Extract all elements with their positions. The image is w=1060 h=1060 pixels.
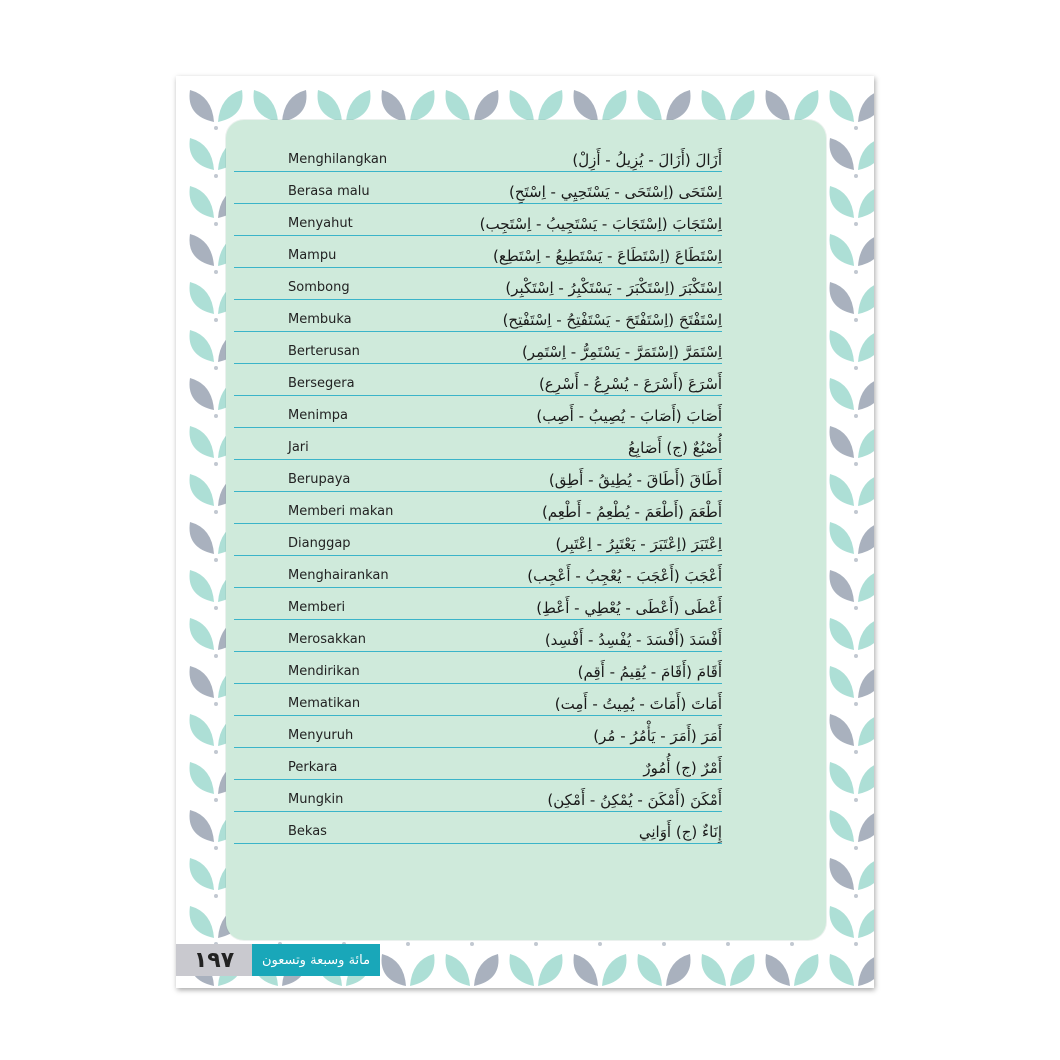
- dot-shape: [406, 942, 410, 946]
- dot-shape: [214, 798, 218, 802]
- page-number-words: مائة وسبعة وتسعون: [252, 944, 380, 976]
- arabic-word: أَمْرٌ (ج) أُمُورٌ: [643, 759, 722, 777]
- dot-shape: [534, 942, 538, 946]
- malay-meaning: Perkara: [288, 760, 338, 775]
- malay-meaning: Membuka: [288, 312, 352, 327]
- malay-meaning: Mungkin: [288, 792, 344, 807]
- leaf-shape: [190, 138, 215, 170]
- leaf-shape: [830, 474, 855, 506]
- leaf-shape: [830, 282, 855, 314]
- dot-shape: [214, 750, 218, 754]
- leaf-shape: [830, 954, 855, 986]
- leaf-shape: [830, 522, 855, 554]
- dot-shape: [598, 942, 602, 946]
- arabic-word: أَمَرَ (أَمَرَ - يَأْمُرُ - مُر): [593, 727, 722, 745]
- arabic-word: أَعْجَبَ (أَعْجَبَ - يُعْجِبُ - أَعْجِب): [527, 567, 722, 585]
- vocab-row: [234, 300, 722, 332]
- arabic-word: أَعْطَى (أَعْطَى - يُعْطِي - أَعْطِ): [536, 599, 722, 617]
- vocab-row: [234, 684, 722, 716]
- leaf-shape: [190, 618, 215, 650]
- malay-meaning: Memberi: [288, 600, 346, 615]
- vocab-row: [234, 460, 722, 492]
- arabic-word: أَقَامَ (أَقَامَ - يُقِيمُ - أَقِم): [577, 663, 722, 681]
- dot-shape: [854, 318, 858, 322]
- dot-shape: [854, 270, 858, 274]
- page-number: ١٩٧: [176, 944, 252, 976]
- arabic-word: أَزَالَ (أَزَالَ - يُزِيلُ - أَزِلْ): [572, 151, 722, 169]
- leaf-shape: [858, 666, 874, 698]
- malay-meaning: Mendirikan: [288, 664, 360, 679]
- leaf-shape: [858, 282, 874, 314]
- arabic-word: اِسْتَحَى (اِسْتَحَى - يَسْتَحِيِي - اِسْتَحِ): [508, 183, 722, 201]
- malay-meaning: Berupaya: [288, 472, 351, 487]
- arabic-word: اِسْتَمَرَّ (اِسْتَمَرَّ - يَسْتَمِرُّ - اِسْتَمِر): [521, 343, 722, 361]
- leaf-shape: [858, 762, 874, 794]
- vocab-row: [234, 364, 722, 396]
- leaf-shape: [830, 666, 855, 698]
- leaf-shape: [794, 90, 819, 122]
- malay-meaning: Berasa malu: [288, 184, 370, 199]
- malay-meaning: Sombong: [288, 280, 350, 295]
- malay-meaning: Menghairankan: [288, 568, 389, 583]
- vocabulary-list: [234, 140, 722, 844]
- vocab-row: [234, 524, 722, 556]
- leaf-shape: [830, 234, 855, 266]
- dot-shape: [854, 798, 858, 802]
- leaf-shape: [858, 570, 874, 602]
- dot-shape: [854, 462, 858, 466]
- dot-shape: [854, 654, 858, 658]
- leaf-shape: [858, 858, 874, 890]
- malay-meaning: Mematikan: [288, 696, 361, 711]
- malay-meaning: Bersegera: [288, 376, 355, 391]
- vocab-row: [234, 268, 722, 300]
- vocab-row: [234, 428, 722, 460]
- arabic-word: اِسْتَكْبَرَ (اِسْتَكْبَرَ - يَسْتَكْبِرُ - اِسْتَكْبِر): [505, 279, 722, 297]
- leaf-shape: [190, 810, 215, 842]
- leaf-shape: [574, 90, 599, 122]
- leaf-shape: [190, 522, 215, 554]
- leaf-shape: [190, 762, 215, 794]
- dot-shape: [854, 894, 858, 898]
- malay-meaning: Menyahut: [288, 216, 353, 231]
- dot-shape: [214, 318, 218, 322]
- leaf-shape: [190, 378, 215, 410]
- vocab-row: [234, 332, 722, 364]
- leaf-shape: [382, 90, 407, 122]
- arabic-word: أَطْعَمَ (أَطْعَمَ - يُطْعِمُ - أَطْعِم): [541, 503, 722, 521]
- leaf-shape: [730, 90, 755, 122]
- leaf-shape: [830, 138, 855, 170]
- dot-shape: [214, 174, 218, 178]
- arabic-word: اِسْتَطَاعَ (اِسْتَطَاعَ - يَسْتَطِيعُ - اِسْتَطِع): [493, 247, 722, 265]
- dot-shape: [214, 606, 218, 610]
- leaf-shape: [830, 426, 855, 458]
- leaf-shape: [190, 330, 215, 362]
- dot-shape: [854, 174, 858, 178]
- leaf-shape: [282, 90, 307, 122]
- leaf-shape: [858, 906, 874, 938]
- leaf-shape: [602, 90, 627, 122]
- leaf-shape: [766, 90, 791, 122]
- leaf-shape: [830, 378, 855, 410]
- leaf-shape: [666, 90, 691, 122]
- leaf-shape: [318, 90, 343, 122]
- leaf-shape: [830, 762, 855, 794]
- arabic-word: أَمْكَنَ (أَمْكَنَ - يُمْكِنُ - أَمْكِن): [547, 791, 722, 809]
- vocab-row: [234, 396, 722, 428]
- dot-shape: [214, 558, 218, 562]
- arabic-word: إِنَاءٌ (ج) أَوَانِي: [638, 823, 722, 841]
- arabic-word: اِعْتَبَرَ (اِعْتَبَرَ - يَعْتَبِرُ - اِعْتَبِر): [555, 535, 722, 553]
- dot-shape: [214, 222, 218, 226]
- arabic-word: أَسْرَعَ (أَسْرَعَ - يُسْرِعُ - أَسْرِع): [538, 375, 722, 393]
- dot-shape: [790, 942, 794, 946]
- malay-meaning: Bekas: [288, 824, 327, 839]
- arabic-word: أَطَاقَ (أَطَاقَ - يُطِيقُ - أَطِق): [548, 471, 722, 489]
- dot-shape: [214, 510, 218, 514]
- vocab-row: [234, 716, 722, 748]
- leaf-shape: [638, 954, 663, 986]
- dot-shape: [854, 606, 858, 610]
- leaf-shape: [702, 954, 727, 986]
- leaf-shape: [730, 954, 755, 986]
- arabic-word: أَفْسَدَ (أَفْسَدَ - يُفْسِدُ - أَفْسِد): [544, 631, 722, 649]
- leaf-shape: [410, 954, 435, 986]
- leaf-shape: [858, 810, 874, 842]
- dot-shape: [854, 702, 858, 706]
- leaf-shape: [446, 954, 471, 986]
- vocab-row: [234, 780, 722, 812]
- dot-shape: [854, 366, 858, 370]
- dot-shape: [854, 558, 858, 562]
- book-page: [176, 76, 874, 988]
- leaf-shape: [510, 954, 535, 986]
- leaf-shape: [858, 522, 874, 554]
- dot-shape: [214, 702, 218, 706]
- dot-shape: [854, 510, 858, 514]
- leaf-shape: [474, 954, 499, 986]
- leaf-shape: [830, 570, 855, 602]
- leaf-shape: [638, 90, 663, 122]
- dot-shape: [470, 942, 474, 946]
- malay-meaning: Memberi makan: [288, 504, 394, 519]
- dot-shape: [214, 846, 218, 850]
- dot-shape: [214, 894, 218, 898]
- dot-shape: [854, 942, 858, 946]
- leaf-shape: [602, 954, 627, 986]
- vocab-row: [234, 556, 722, 588]
- leaf-shape: [858, 90, 874, 122]
- leaf-shape: [190, 186, 215, 218]
- leaf-shape: [190, 666, 215, 698]
- leaf-shape: [190, 570, 215, 602]
- vocab-row: [234, 620, 722, 652]
- leaf-shape: [830, 90, 855, 122]
- leaf-shape: [190, 906, 215, 938]
- dot-shape: [214, 654, 218, 658]
- dot-shape: [662, 942, 666, 946]
- malay-meaning: Menimpa: [288, 408, 348, 423]
- vocab-row: [234, 172, 722, 204]
- page-footer: [176, 944, 380, 976]
- leaf-shape: [538, 90, 563, 122]
- leaf-shape: [702, 90, 727, 122]
- leaf-shape: [190, 234, 215, 266]
- dot-shape: [854, 126, 858, 130]
- leaf-shape: [858, 186, 874, 218]
- leaf-shape: [474, 90, 499, 122]
- dot-shape: [854, 750, 858, 754]
- leaf-shape: [410, 90, 435, 122]
- leaf-shape: [510, 90, 535, 122]
- leaf-shape: [382, 954, 407, 986]
- vocab-row: [234, 140, 722, 172]
- vocab-row: [234, 748, 722, 780]
- leaf-shape: [858, 330, 874, 362]
- malay-meaning: Menghilangkan: [288, 152, 388, 167]
- leaf-shape: [190, 858, 215, 890]
- leaf-shape: [858, 954, 874, 986]
- leaf-shape: [766, 954, 791, 986]
- leaf-shape: [830, 186, 855, 218]
- leaf-shape: [858, 426, 874, 458]
- leaf-shape: [190, 426, 215, 458]
- arabic-word: أُصْبُعٌ (ج) أَصَابِعُ: [628, 439, 722, 457]
- leaf-shape: [446, 90, 471, 122]
- dot-shape: [854, 846, 858, 850]
- dot-shape: [214, 414, 218, 418]
- malay-meaning: Jari: [288, 440, 309, 455]
- leaf-shape: [830, 858, 855, 890]
- leaf-shape: [190, 282, 215, 314]
- leaf-shape: [254, 90, 279, 122]
- arabic-word: اِسْتَجَابَ (اِسْتَجَابَ - يَسْتَجِيبُ - اِسْتَجِب): [479, 215, 722, 233]
- leaf-shape: [858, 378, 874, 410]
- vocab-row: [234, 492, 722, 524]
- dot-shape: [214, 462, 218, 466]
- leaf-shape: [346, 90, 371, 122]
- vocab-row: [234, 588, 722, 620]
- leaf-shape: [830, 906, 855, 938]
- leaf-shape: [830, 714, 855, 746]
- vocab-row: [234, 236, 722, 268]
- dot-shape: [726, 942, 730, 946]
- dot-shape: [214, 366, 218, 370]
- leaf-shape: [830, 810, 855, 842]
- leaf-shape: [538, 954, 563, 986]
- malay-meaning: Dianggap: [288, 536, 351, 551]
- leaf-shape: [794, 954, 819, 986]
- leaf-shape: [858, 618, 874, 650]
- arabic-word: أَصَابَ (أَصَابَ - يُصِيبُ - أَصِب): [536, 407, 722, 425]
- dot-shape: [854, 414, 858, 418]
- dot-shape: [214, 126, 218, 130]
- leaf-shape: [830, 330, 855, 362]
- leaf-shape: [858, 234, 874, 266]
- arabic-word: أَمَاتَ (أَمَاتَ - يُمِيتُ - أَمِت): [554, 695, 722, 713]
- dot-shape: [214, 270, 218, 274]
- leaf-shape: [190, 474, 215, 506]
- malay-meaning: Berterusan: [288, 344, 360, 359]
- leaf-shape: [858, 474, 874, 506]
- vocab-row: [234, 652, 722, 684]
- malay-meaning: Menyuruh: [288, 728, 354, 743]
- malay-meaning: Mampu: [288, 248, 337, 263]
- leaf-shape: [190, 90, 215, 122]
- leaf-shape: [858, 138, 874, 170]
- malay-meaning: Merosakkan: [288, 632, 366, 647]
- leaf-shape: [666, 954, 691, 986]
- leaf-shape: [218, 90, 243, 122]
- arabic-word: اِسْتَفْتَحَ (اِسْتَفْتَحَ - يَسْتَفْتِحُ - اِسْتَفْتِح): [502, 311, 722, 329]
- leaf-shape: [830, 618, 855, 650]
- vocab-row: [234, 812, 722, 844]
- leaf-shape: [858, 714, 874, 746]
- leaf-shape: [190, 714, 215, 746]
- leaf-shape: [574, 954, 599, 986]
- dot-shape: [854, 222, 858, 226]
- vocab-row: [234, 204, 722, 236]
